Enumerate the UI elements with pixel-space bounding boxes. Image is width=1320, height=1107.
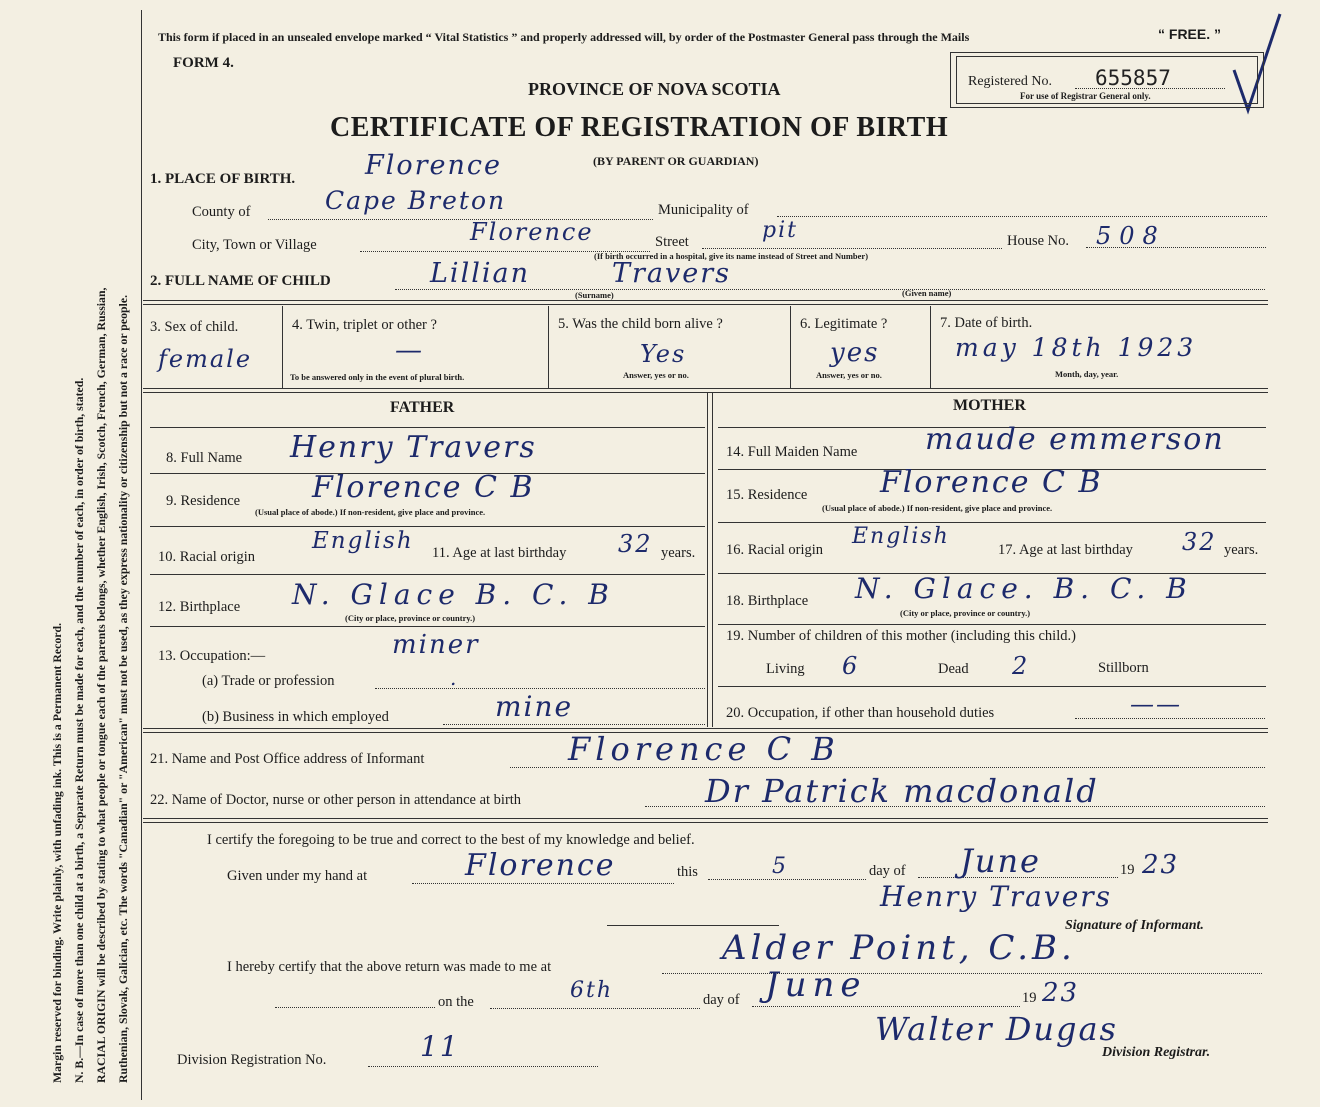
hereby-certify-label: I hereby certify that the above return was made to me at [227,959,552,975]
county-value: Cape Breton [325,186,507,215]
living-label: Living [766,661,805,677]
dob-note: Month, day, year. [1055,369,1119,379]
dead-value: 2 [1012,652,1030,680]
mother-race-label: 16. Racial origin [726,542,824,558]
given-year-prefix: 19 [1120,862,1135,878]
father-name-value: Henry Travers [290,430,537,465]
place-of-birth-value: Florence [365,150,502,181]
reg-place-line [662,973,1262,974]
form-number: FORM 4. [173,55,234,71]
city-value: Florence [470,218,594,246]
alive-label: 5. Was the child born alive ? [558,316,723,332]
twin-note: To be answered only in the event of plural birth. [290,372,465,382]
mother-race-value: English [852,524,950,549]
father-rule-3 [150,574,705,575]
father-residence-label: 9. Residence [166,493,241,509]
mother-rule-2 [718,522,1266,523]
business-value: mine [495,690,574,723]
father-name-label: 8. Full Name [166,450,243,466]
mother-name-label: 14. Full Maiden Name [726,444,858,460]
alive-value: Yes [640,340,687,368]
mother-occupation-label: 20. Occupation, if other than household duties [726,705,995,721]
col-divider-4 [930,306,931,388]
mother-birthplace-label: 18. Birthplace [726,593,809,609]
parent-divider-b [712,392,713,727]
given-place-line [412,883,674,884]
margin-note-2: N. B.—In case of more than one child at a birth, a Separate Return must be made for each, and the number of each, in order of birth, stated. [72,377,86,1083]
surname-note: (Surname) [575,290,614,300]
legitimate-note: Answer, yes or no. [816,370,882,380]
section-rule-2 [143,388,1268,393]
trade-line [375,688,705,689]
trade-value: . [450,666,459,690]
municipality-line [777,216,1267,217]
parent-divider-a [707,392,708,727]
legitimate-value: yes [830,338,880,368]
dead-label: Dead [938,661,969,677]
mother-birthplace-note: (City or place, province or country.) [900,608,1031,618]
street-value: pit [762,218,798,243]
on-the-lead-line [275,1007,435,1008]
occupation-label: 13. Occupation:— [158,648,266,664]
day-of-label: day of [869,863,906,879]
given-note: (Given name) [902,288,952,298]
father-residence-value: Florence C B [312,470,535,505]
father-birthplace-note: (City or place, province or country.) [345,613,476,623]
child-given-value: Travers [612,258,732,289]
mother-occupation-value: —— [1130,690,1182,718]
given-day-value: 5 [772,854,788,879]
mother-birthplace-value: N. Glace. B. C. B [855,572,1193,605]
father-race-label: 10. Racial origin [158,549,256,565]
father-rule-0 [150,427,705,428]
mother-rule-4 [718,624,1266,625]
reg-day-of-label: day of [703,992,740,1008]
registered-label: Registered No. [968,74,1052,89]
mother-name-value: maude emmerson [925,422,1225,457]
given-place-value: Florence [465,848,616,883]
twin-label: 4. Twin, triplet or other ? [292,317,437,333]
division-registration-line [368,1066,598,1067]
informant-signature: Henry Travers [880,880,1113,913]
father-race-value: English [312,528,414,554]
division-registrar-label: Division Registrar. [1102,1045,1211,1060]
mother-occupation-line [1075,718,1265,719]
mother-residence-label: 15. Residence [726,487,808,503]
city-label: City, Town or Village [192,237,317,253]
col-divider-3 [790,306,791,388]
signature-line-left [607,925,779,926]
place-of-birth-label: 1. PLACE OF BIRTH. [150,171,296,187]
margin-note-4: Ruthenian, Slovak, Galician, etc. The words "Canadian" or "American" must not be used, as they express nationality or citizenship but not a race or people. [116,294,130,1083]
reg-month-value: June [765,965,867,1005]
division-registration-label: Division Registration No. [177,1052,327,1068]
mother-age-value: 32 [1182,528,1217,556]
mother-years-label: years. [1224,542,1259,558]
mother-rule-5 [718,686,1266,687]
mother-residence-value: Florence C B [880,465,1103,500]
business-line [443,724,705,725]
dob-label: 7. Date of birth. [940,315,1033,331]
margin-note-1: Margin reserved for binding. Write plainly, with unfading ink. This is a Permanent Record. [50,622,64,1083]
twin-value: — [395,335,424,366]
mother-age-label: 17. Age at last birthday [998,542,1133,558]
page-title: CERTIFICATE OF REGISTRATION OF BIRTH [330,112,949,143]
doctor-value: Dr Patrick macdonald [705,772,1099,810]
business-label: (b) Business in which employed [202,709,389,725]
margin-note-3: RACIAL ORIGIN will be described by stating to what people or tongue each of the parents belongs, whether English, Irish, Scotch, French, German, Russian, [94,287,108,1083]
province-title: PROVINCE OF NOVA SCOTIA [528,79,781,99]
informant-label: 21. Name and Post Office address of Informant [150,751,425,767]
father-birthplace-label: 12. Birthplace [158,599,241,615]
on-the-label: on the [438,994,474,1010]
full-name-label: 2. FULL NAME OF CHILD [150,273,331,289]
signature-informant-label: Signature of Informant. [1065,918,1204,933]
registered-number: 655857 [1095,66,1171,90]
reg-day-line [490,1008,700,1009]
hospital-note: (If birth occurred in a hospital, give its name instead of Street and Number) [594,251,869,261]
margin-notes [50,8,140,1098]
municipality-label: Municipality of [658,202,749,218]
street-label: Street [655,234,689,250]
living-value: 6 [842,652,860,680]
col-divider-1 [282,306,283,388]
margin-rule [141,10,142,1100]
full-name-line [395,289,1265,290]
section-rule-4 [143,818,1268,823]
alive-note: Answer, yes or no. [623,370,689,380]
sex-value: female [158,345,253,373]
section-rule-1 [143,300,1268,305]
father-rule-2 [150,526,705,527]
given-month-value: June [960,842,1041,880]
mail-notice: This form if placed in an unsealed envelope marked “ Vital Statistics ” and properly addressed will, by order of the Postmaster General pass through the Mails [158,30,970,44]
mother-heading: MOTHER [953,397,1026,414]
sex-label: 3. Sex of child. [150,319,239,335]
certify-text: I certify the foregoing to be true and correct to the best of my knowledge and belief. [207,832,695,848]
father-age-value: 32 [618,530,653,558]
street-line [702,248,1002,249]
legitimate-label: 6. Legitimate ? [800,316,888,332]
given-day-line [708,879,866,880]
stillborn-label: Stillborn [1098,660,1149,676]
registrar-signature: Walter Dugas [875,1010,1118,1048]
given-under-label: Given under my hand at [227,868,368,884]
county-line [268,219,653,220]
reg-year-prefix: 19 [1022,990,1037,1006]
county-label: County of [192,204,251,220]
child-surname-value: Lillian [430,258,530,289]
reg-day-value: 6th [570,978,614,1003]
father-occupation-value: miner [392,630,480,660]
free-label: “ FREE. ” [1158,26,1222,42]
father-years-label: years. [661,545,696,561]
col-divider-2 [548,306,549,388]
father-residence-note: (Usual place of abode.) If non-resident, give place and province. [255,507,486,517]
given-year-value: 23 [1142,850,1180,880]
registrar-note: For use of Registrar General only. [1020,91,1151,101]
page-subtitle: (BY PARENT OR GUARDIAN) [593,154,759,168]
division-registration-value: 11 [420,1030,460,1063]
reg-month-line [752,1006,1020,1007]
reg-place-value: Alder Point, C.B. [722,928,1076,968]
mother-residence-note: (Usual place of abode.) If non-resident, give place and province. [822,503,1053,513]
father-heading: FATHER [390,399,455,416]
informant-value: Florence C B [568,730,840,768]
doctor-label: 22. Name of Doctor, nurse or other person in attendance at birth [150,792,522,808]
father-age-label: 11. Age at last birthday [432,545,567,561]
reg-year-value: 23 [1042,978,1080,1008]
this-label: this [677,864,698,880]
house-value: 508 [1096,222,1166,250]
children-label: 19. Number of children of this mother (including this child.) [726,628,1076,644]
father-rule-4 [150,626,705,627]
father-birthplace-value: N. Glace B. C. B [292,578,615,611]
trade-label: (a) Trade or profession [202,673,335,689]
house-label: House No. [1007,233,1070,249]
dob-value: may 18th 1923 [955,333,1198,362]
